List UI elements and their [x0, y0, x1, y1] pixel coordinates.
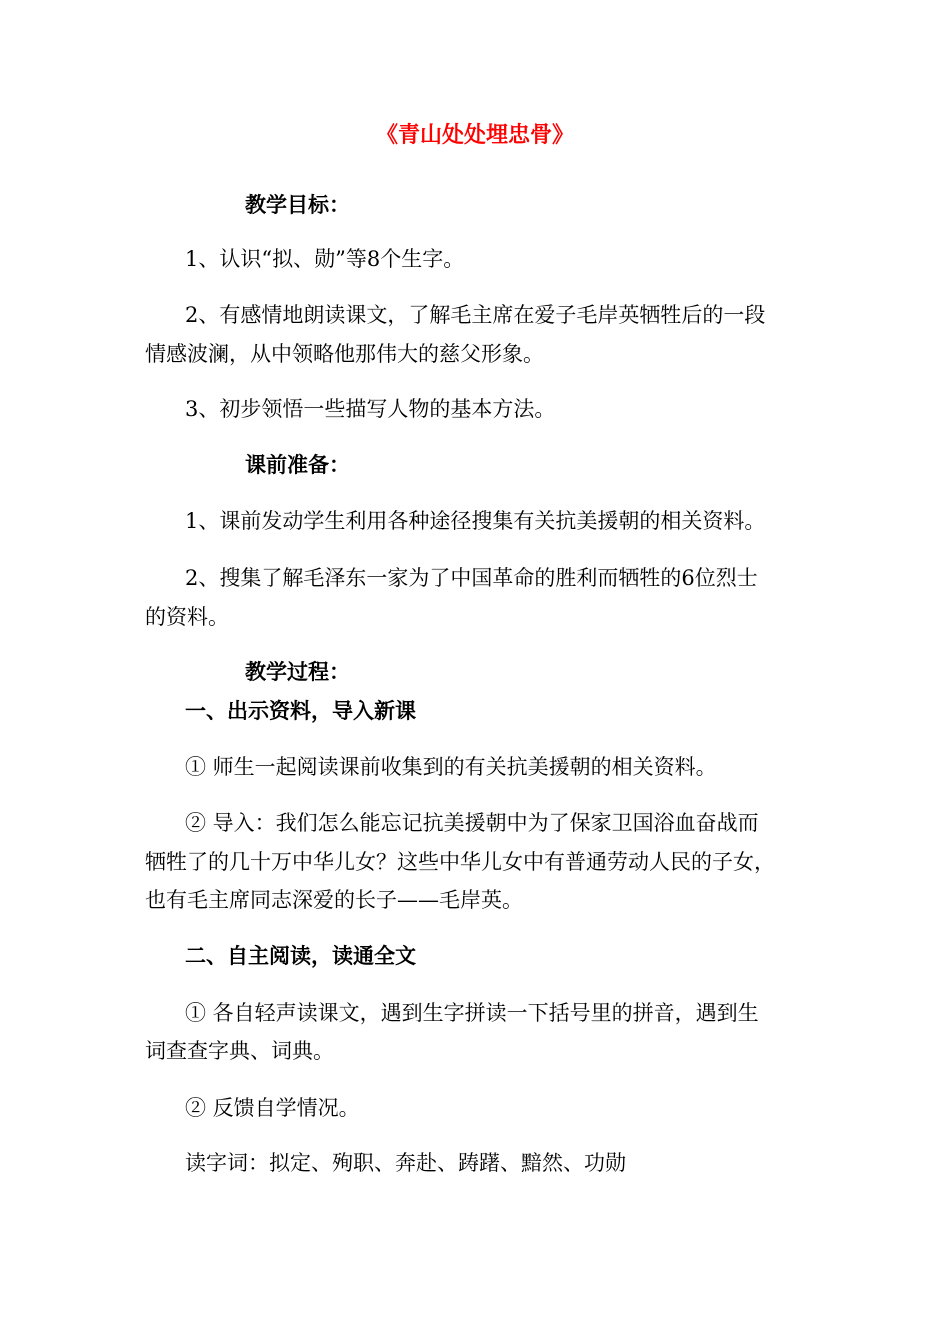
prep-heading: 课前准备：: [245, 453, 350, 477]
step-2-item-b: ② 反馈自学情况。: [185, 1096, 360, 1120]
step-2-item-a-line-2: 词查查字典、词典。: [145, 1039, 334, 1063]
goal-1: 1、认识“拟、勋”等8个生字。: [185, 247, 465, 271]
step-2-item-a-line-1: ① 各自轻声读课文，遇到生字拼读一下括号里的拼音，遇到生: [185, 1001, 759, 1025]
goals-heading: 教学目标：: [245, 193, 350, 217]
step-1-item-b-line-2: 牺牲了的几十万中华儿女？这些中华儿女中有普通劳动人民的子女，: [145, 850, 775, 874]
step-2-heading: 二、自主阅读，读通全文: [185, 944, 416, 968]
step-2-item-c: 读字词：拟定、殉职、奔赴、踌躇、黯然、功勋: [185, 1151, 626, 1175]
goal-2-line-1: 2、有感情地朗读课文，了解毛主席在爱子毛岸英牺牲后的一段: [185, 303, 766, 327]
prep-2-line-2: 的资料。: [145, 605, 229, 629]
prep-2-line-1: 2、搜集了解毛泽东一家为了中国革命的胜利而牺牲的6位烈士: [185, 566, 758, 590]
document-title: 《青山处处埋忠骨》: [375, 123, 574, 148]
prep-1: 1、课前发动学生利用各种途径搜集有关抗美援朝的相关资料。: [185, 509, 766, 533]
goal-3: 3、初步领悟一些描写人物的基本方法。: [185, 397, 556, 421]
step-1-item-b-line-1: ② 导入：我们怎么能忘记抗美援朝中为了保家卫国浴血奋战而: [185, 811, 759, 835]
step-1-item-b-line-3: 也有毛主席同志深爱的长子——毛岸英。: [145, 888, 523, 912]
step-1-item-a: ① 师生一起阅读课前收集到的有关抗美援朝的相关资料。: [185, 755, 717, 779]
process-heading: 教学过程：: [245, 660, 350, 684]
step-1-heading: 一、出示资料，导入新课: [185, 699, 416, 723]
goal-2-line-2: 情感波澜，从中领略他那伟大的慈父形象。: [145, 342, 544, 366]
